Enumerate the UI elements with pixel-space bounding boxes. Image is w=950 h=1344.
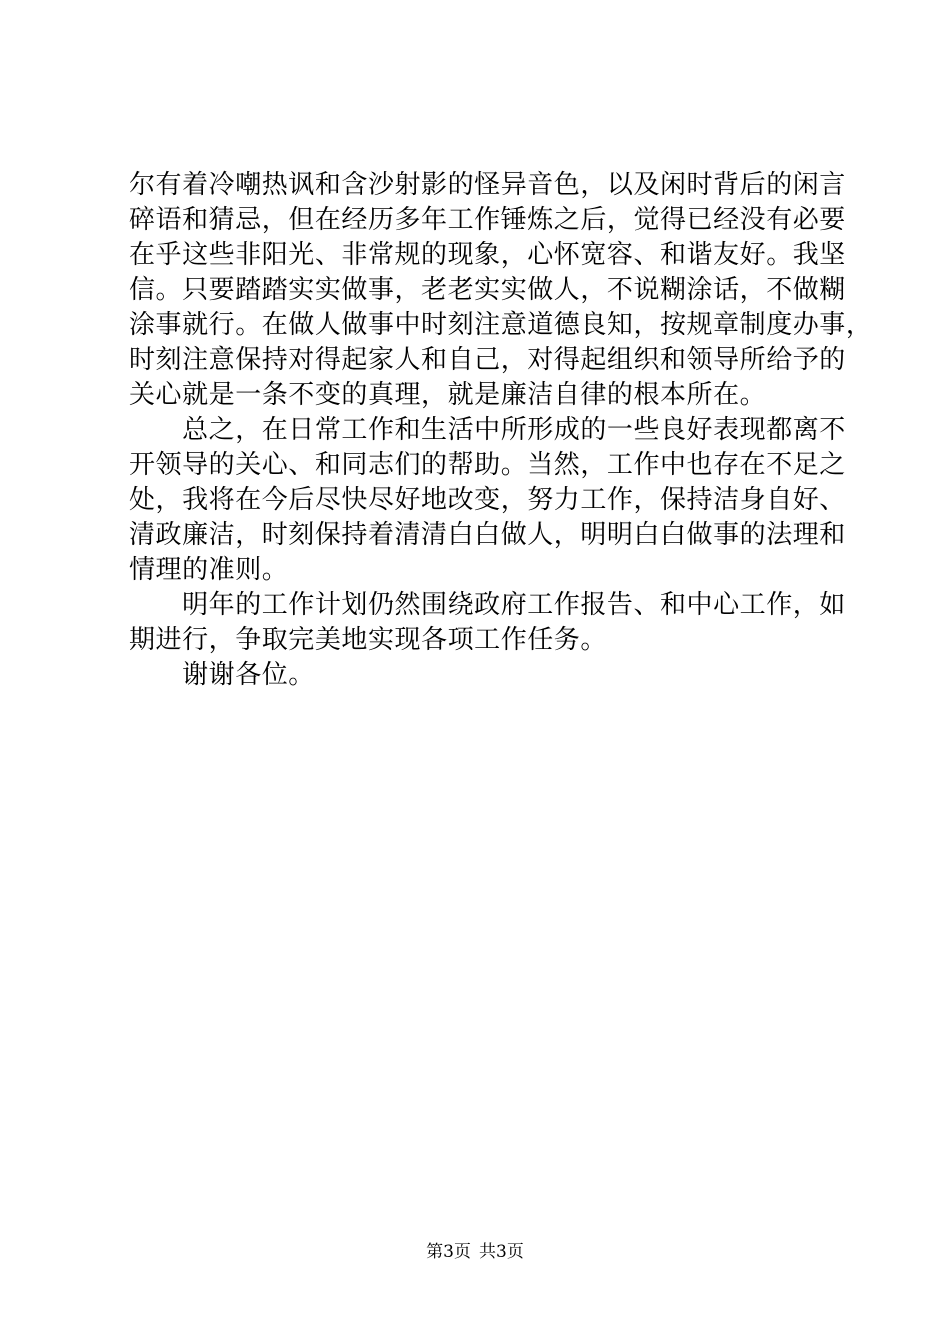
text-line: 谢谢各位。 bbox=[129, 660, 315, 690]
page-number: 第3页 bbox=[426, 1242, 471, 1262]
text-line: 开领导的关心、和同志们的帮助。当然，工作中也存在不足之 bbox=[129, 450, 846, 480]
text-line: 信。只要踏踏实实做事，老老实实做人，不说糊涂话，不做糊 bbox=[129, 275, 846, 305]
text-line: 在乎这些非阳光、非常规的现象，心怀宽容、和谐友好。我坚 bbox=[129, 240, 846, 270]
text-line: 清政廉洁，时刻保持着清清白白做人，明明白白做事的法理和 bbox=[129, 520, 846, 550]
text-line: 涂事就行。在做人做事中时刻注意道德良知，按规章制度办事， bbox=[129, 310, 873, 340]
text-line: 碎语和猜忌，但在经历多年工作锤炼之后，觉得已经没有必要 bbox=[129, 205, 846, 235]
text-line: 期进行，争取完美地实现各项工作任务。 bbox=[129, 625, 607, 655]
text-line: 明年的工作计划仍然围绕政府工作报告、和中心工作，如 bbox=[129, 590, 846, 620]
page-footer bbox=[0, 1240, 950, 1264]
page-total: 共3页 bbox=[479, 1242, 524, 1262]
text-line: 处，我将在今后尽快尽好地改变，努力工作，保持洁身自好、 bbox=[129, 485, 846, 515]
text-line: 情理的准则。 bbox=[129, 555, 289, 585]
document-body bbox=[129, 168, 873, 693]
text-line: 关心就是一条不变的真理，就是廉洁自律的根本所在。 bbox=[129, 380, 767, 410]
text-line: 时刻注意保持对得起家人和自己，对得起组织和领导所给予的 bbox=[129, 345, 846, 375]
text-line: 总之，在日常工作和生活中所形成的一些良好表现都离不 bbox=[129, 415, 846, 445]
text-line: 尔有着冷嘲热讽和含沙射影的怪异音色，以及闲时背后的闲言 bbox=[129, 170, 846, 200]
